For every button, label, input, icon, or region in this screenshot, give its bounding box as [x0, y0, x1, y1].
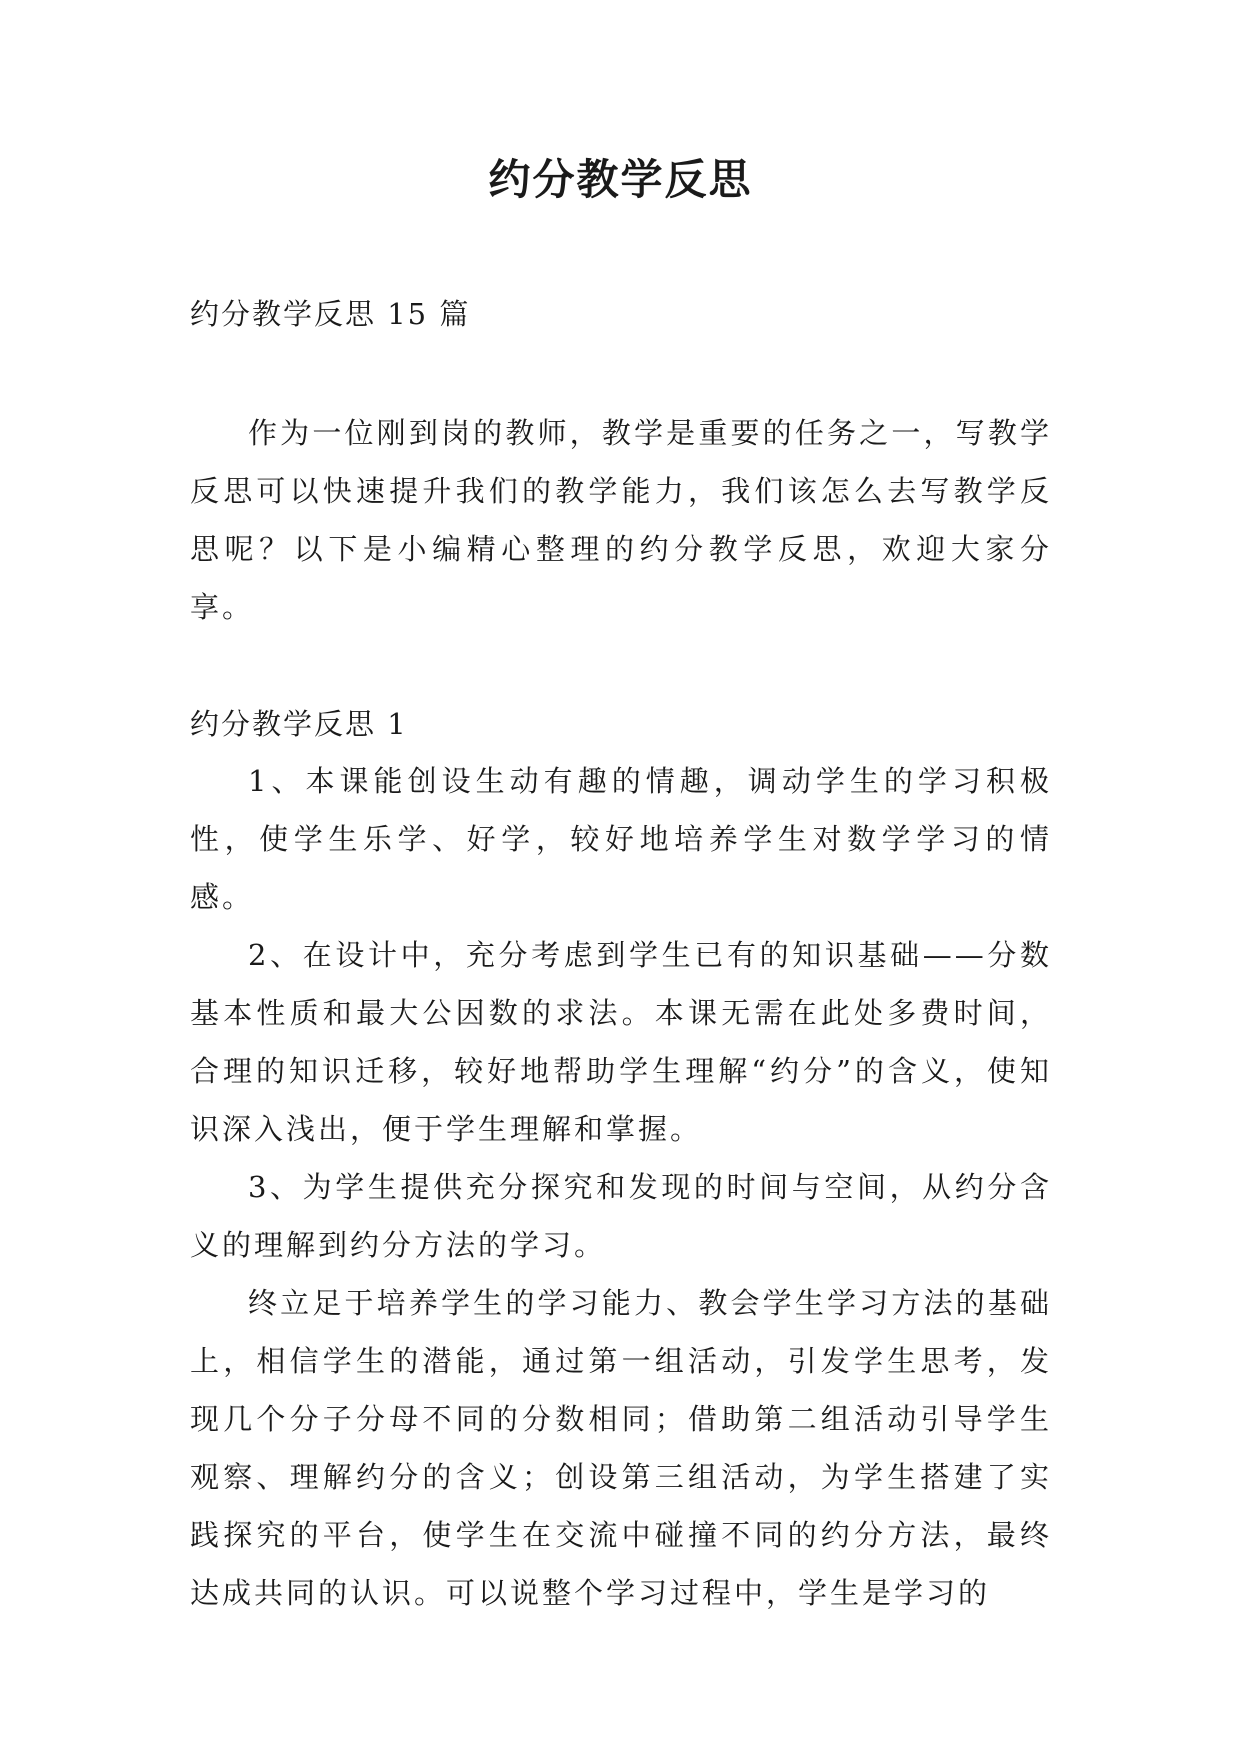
body-paragraph: 2、在设计中，充分考虑到学生已有的知识基础——分数基本性质和最大公因数的求法。本课无需在此处多费时间，合理的知识迁移，较好地帮助学生理解“约分”的含义，使知识深入浅出，便于学生理解和掌握。 [190, 938, 1052, 1146]
section-heading: 约分教学反思 1 [190, 707, 408, 741]
section-body [190, 752, 1052, 1622]
body-paragraph: 终立足于培养学生的学习能力、教会学生学习方法的基础上，相信学生的潜能，通过第一组活动，引发学生思考，发现几个分子分母不同的分数相同；借助第二组活动引导学生观察、理解约分的含义；创设第三组活动，为学生搭建了实践探究的平台，使学生在交流中碰撞不同的约分方法，最终达成共同的认识。可以说整个学习过程中，学生是学习的 [190, 1286, 1052, 1610]
document-subtitle: 约分教学反思 15 篇 [190, 297, 471, 331]
intro-paragraph: 作为一位刚到岗的教师，教学是重要的任务之一，写教学反思可以快速提升我们的教学能力，我们该怎么去写教学反思呢？以下是小编精心整理的约分教学反思，欢迎大家分享。 [190, 416, 1052, 624]
body-paragraph: 3、为学生提供充分探究和发现的时间与空间，从约分含义的理解到约分方法的学习。 [190, 1170, 1052, 1262]
body-paragraph: 1、本课能创设生动有趣的情趣，调动学生的学习积极性，使学生乐学、好学，较好地培养学生对数学学习的情感。 [190, 764, 1052, 914]
page-title: 约分教学反思 [488, 155, 753, 204]
